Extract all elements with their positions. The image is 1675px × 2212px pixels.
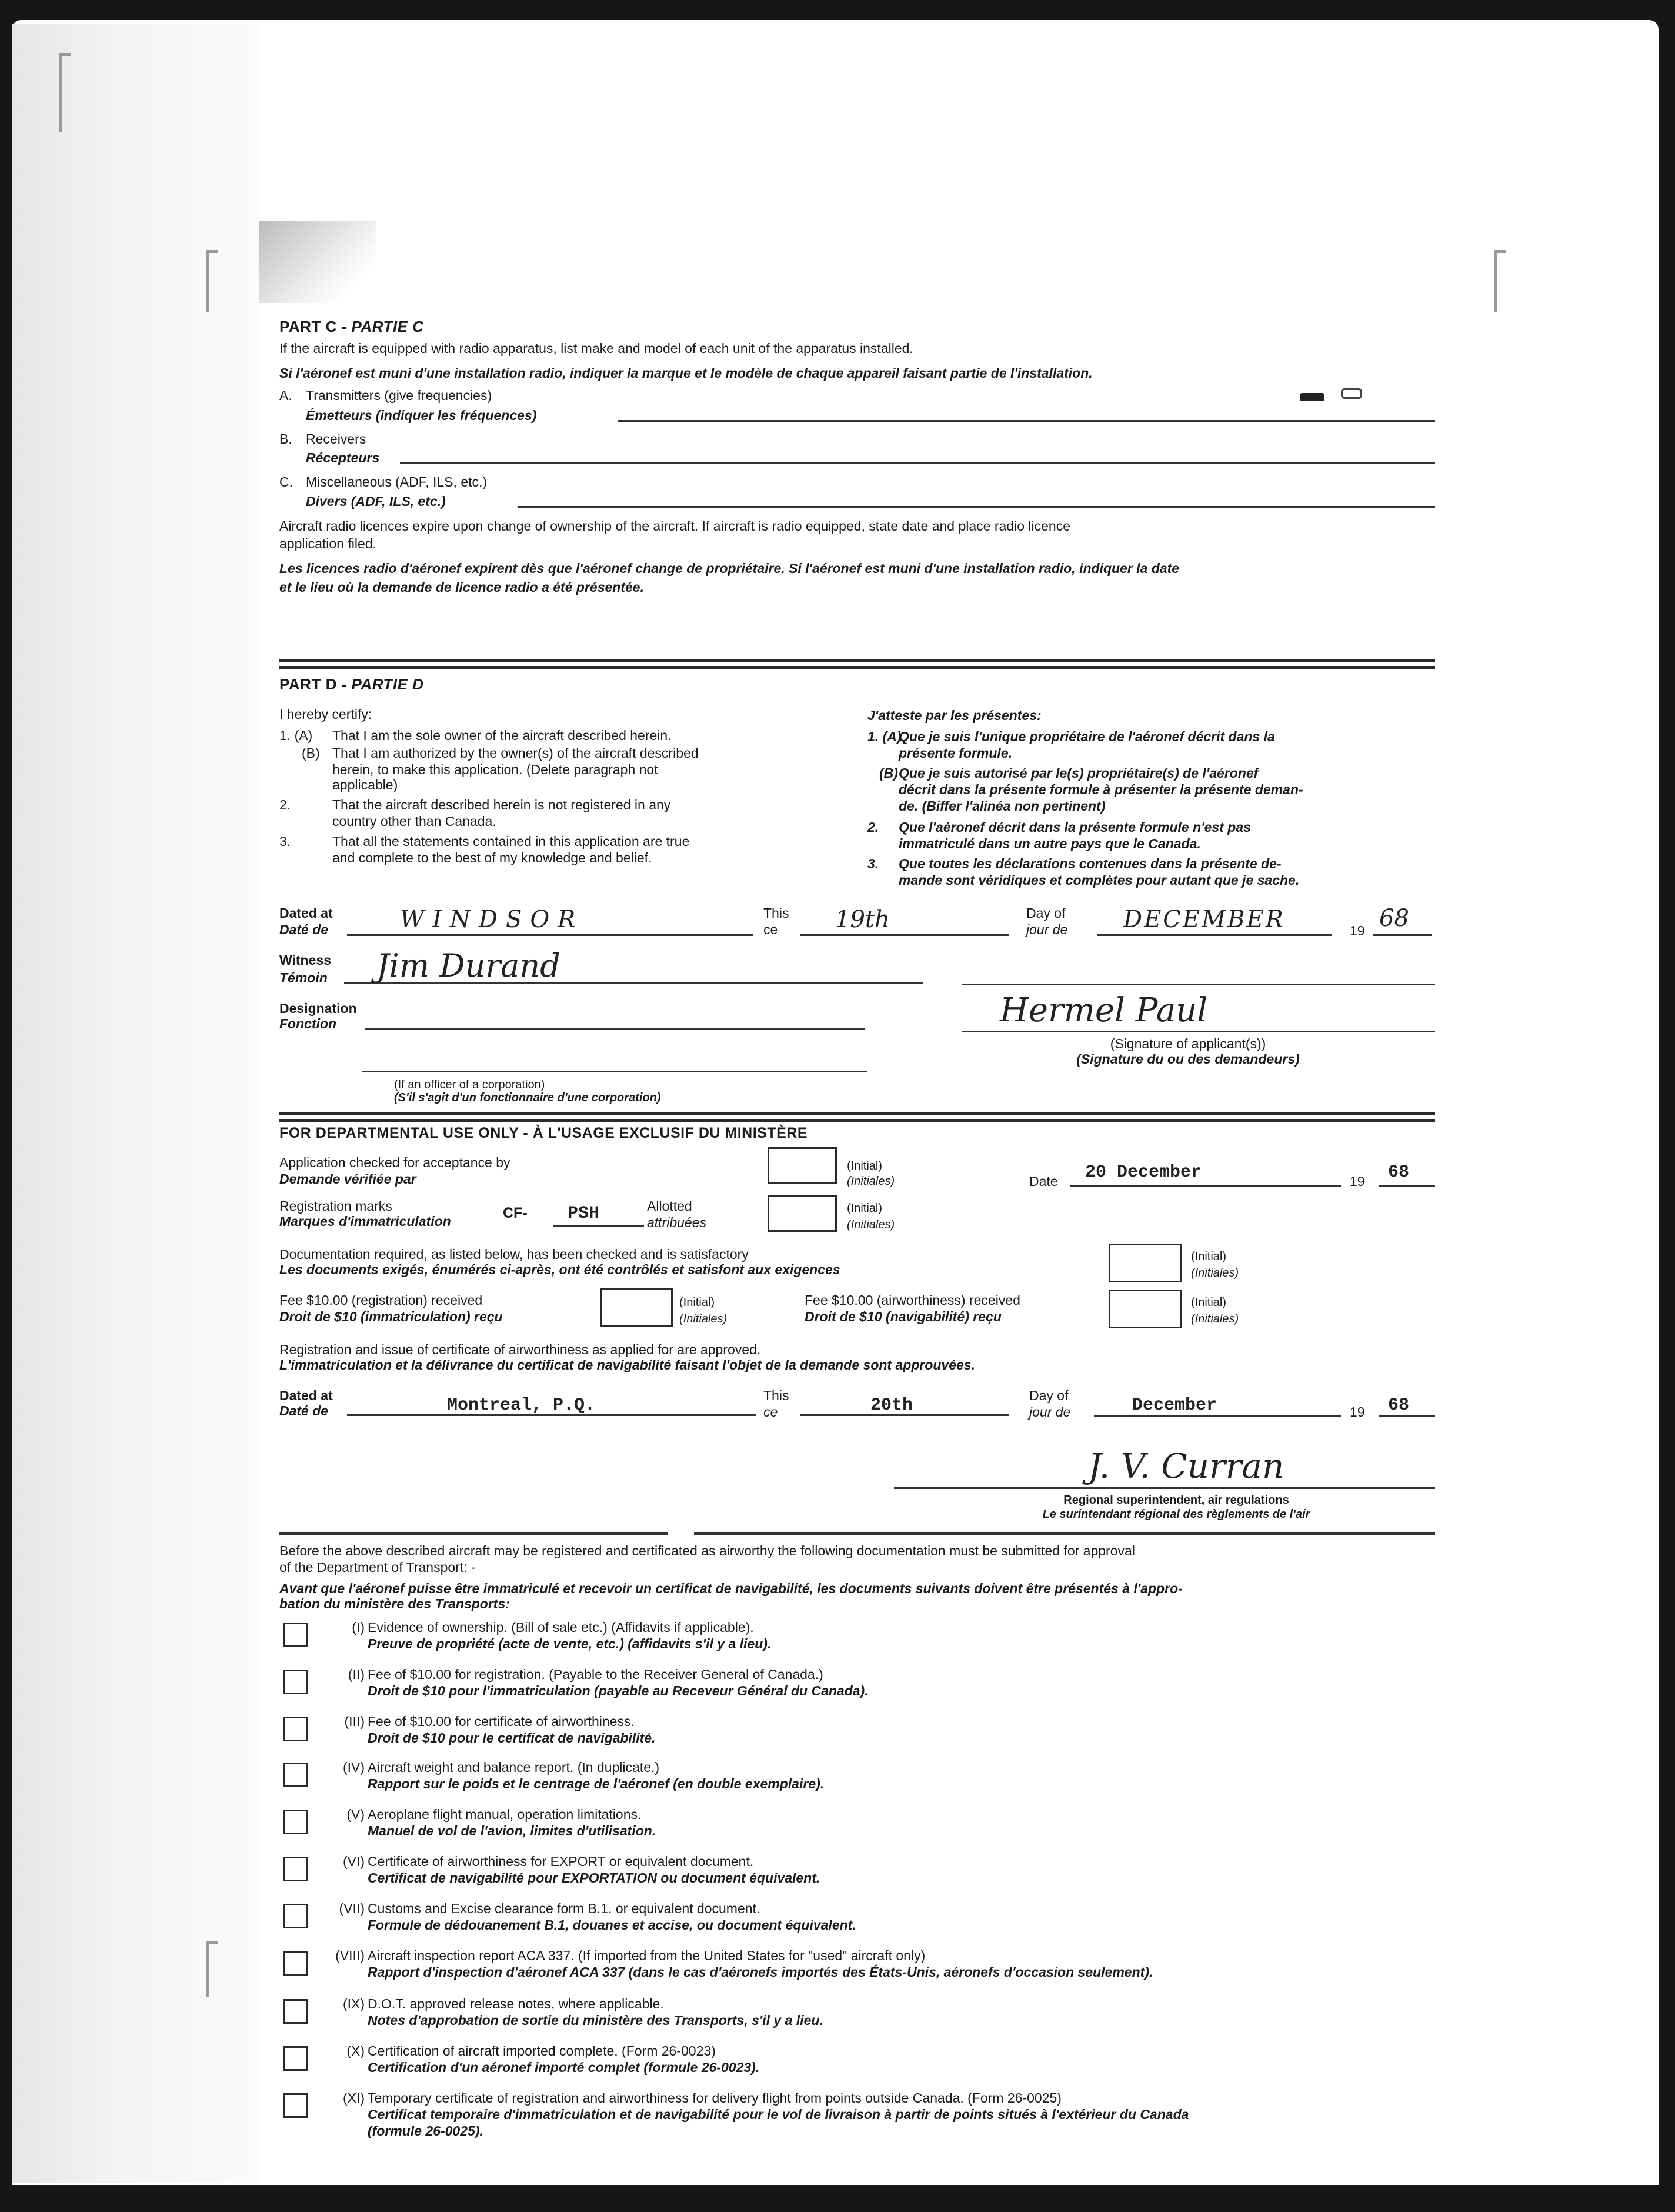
- doc-item-checkbox[interactable]: [283, 1904, 308, 1928]
- cert-item-num: (B): [302, 745, 320, 761]
- reg-prefix: CF-: [503, 1205, 528, 1221]
- cert-item-num: (B): [879, 765, 898, 781]
- doc-item-en: Fee of $10.00 for certificate of airworthiness.: [368, 1714, 635, 1729]
- superintendent-label-fr: Le surintendant régional des règlements de l'air: [1042, 1508, 1310, 1521]
- doc-item-checkbox[interactable]: [283, 1857, 308, 1881]
- part-c-intro-fr: Si l'aéronef est muni d'une installation radio, indiquer la marque et le modèle de chaque appareil faisant partie de l'installation.: [279, 365, 1093, 381]
- section-divider: [694, 1532, 1435, 1535]
- designation-label-en: Designation: [279, 1001, 357, 1016]
- doc-item-fr: Preuve de propriété (acte de vente, etc.) (affidavits s'il y a lieu).: [368, 1636, 772, 1651]
- cert-item-fr: Que toutes les déclarations contenues dans la présente de-: [899, 856, 1282, 871]
- transmitters-label-fr: Émetteurs (indiquer les fréquences): [306, 408, 537, 423]
- approved-en: Registration and issue of certificate of airworthiness as applied for are approved.: [279, 1342, 761, 1357]
- year-field[interactable]: [1379, 1185, 1435, 1187]
- day-of-label-fr: jour de: [1026, 922, 1068, 937]
- heading-fr: PARTIE D: [351, 675, 424, 693]
- doc-item-en: Evidence of ownership. (Bill of sale etc.) (Affidavits if applicable).: [368, 1620, 754, 1635]
- this-label-en: This: [763, 905, 789, 921]
- witness-label-en: Witness: [279, 952, 331, 968]
- day-value: 20th: [870, 1395, 913, 1415]
- doc-item-number: (II): [348, 1667, 365, 1682]
- heading-fr: PARTIE C: [351, 318, 424, 335]
- initial-label-en: (Initial): [679, 1296, 715, 1309]
- doc-required-initial-box[interactable]: [1109, 1244, 1182, 1282]
- officer-note-en: (If an officer of a corporation): [394, 1078, 545, 1091]
- cert-item-fr: mande sont véridiques et complètes pour autant que je sache.: [899, 872, 1300, 888]
- reg-marks-value: PSH: [568, 1204, 600, 1224]
- cert-item-fr: présente formule.: [899, 745, 1012, 761]
- cert-item-en: herein, to make this application. (Delete paragraph not: [332, 762, 658, 777]
- doc-item-number: (XI): [342, 2090, 365, 2106]
- fee-reg-initial-box[interactable]: [600, 1288, 673, 1327]
- reg-marks-field[interactable]: [553, 1225, 644, 1227]
- cert-item-fr: immatriculé dans un autre pays que le Canada.: [899, 836, 1201, 851]
- heading-en: PART C: [279, 318, 337, 335]
- designation-label-fr: Fonction: [279, 1016, 337, 1031]
- allotted-label-fr: attribuées: [647, 1215, 707, 1230]
- date-field[interactable]: [1070, 1185, 1341, 1187]
- witness-label-fr: Témoin: [279, 970, 328, 985]
- doc-item-fr: Rapport d'inspection d'aéronef ACA 337 (dans le cas d'aéronefs importés des États-Unis, aéronefs d'occasion seulement).: [368, 1964, 1153, 1980]
- dated-at-label-fr: Daté de: [279, 1403, 329, 1418]
- crop-mark: [206, 1941, 218, 1997]
- fee-air-initial-box[interactable]: [1109, 1290, 1182, 1328]
- superintendent-signature-field[interactable]: [894, 1487, 1435, 1489]
- initial-label-fr: (Initiales): [847, 1175, 895, 1188]
- crop-mark: [59, 53, 71, 132]
- cert-item-en: That all the statements contained in this application are true: [332, 834, 690, 849]
- doc-item-en: Certificate of airworthiness for EXPORT or equivalent document.: [368, 1854, 754, 1869]
- doc-item-checkbox[interactable]: [283, 1763, 308, 1787]
- day-of-label-en: Day of: [1026, 905, 1066, 921]
- doc-item-en: Customs and Excise clearance form B.1. or equivalent document.: [368, 1901, 760, 1916]
- month-value: DECEMBER: [1123, 906, 1285, 933]
- this-label-fr: ce: [763, 1404, 778, 1420]
- doc-item-en: Fee of $10.00 for registration. (Payable to the Receiver General of Canada.): [368, 1667, 823, 1682]
- doc-item-number: (I): [352, 1620, 365, 1635]
- film-border-left: [0, 0, 12, 2212]
- heading-en: PART D: [279, 675, 337, 693]
- initial-label-en: (Initial): [1191, 1250, 1227, 1263]
- checked-initial-box[interactable]: [768, 1147, 837, 1184]
- initial-label-en: (Initial): [847, 1202, 883, 1215]
- radio-note-fr-1: Les licences radio d'aéronef expirent dès que l'aéronef change de propriétaire. Si l'aéronef est muni d'une installation radio, indiquer la date: [279, 561, 1180, 576]
- month-field[interactable]: [1097, 934, 1332, 936]
- doc-item-en: Temporary certificate of registration and airworthiness for delivery flight from points outside Canada. (Form 26-0025): [368, 2090, 1062, 2106]
- heading-sep: -: [341, 318, 347, 335]
- dated-at-field[interactable]: [347, 934, 753, 936]
- cert-item-en: and complete to the best of my knowledge and belief.: [332, 850, 652, 865]
- year-prefix: 19: [1350, 1404, 1365, 1420]
- applicant-line-upper[interactable]: [962, 984, 1435, 985]
- receivers-label-en: Receivers: [306, 431, 366, 447]
- day-value: 19th: [835, 906, 890, 933]
- initial-label-en: (Initial): [847, 1160, 883, 1172]
- day-of-label-en: Day of: [1029, 1388, 1069, 1403]
- initial-label-fr: (Initiales): [1191, 1312, 1239, 1325]
- cert-item-fr: Que je suis autorisé par le(s) propriétaire(s) de l'aéronef: [899, 765, 1259, 781]
- certify-fr: J'atteste par les présentes:: [867, 708, 1042, 723]
- officer-note-fr: (S'il s'agit d'un fonctionnaire d'une corporation): [394, 1091, 661, 1104]
- section-divider: [279, 1112, 1435, 1122]
- dated-at-label-en: Dated at: [279, 1388, 333, 1403]
- cert-item-fr: Que je suis l'unique propriétaire de l'aéronef décrit dans la: [899, 729, 1275, 744]
- part-d-heading: [279, 675, 423, 694]
- cert-item-num: 3.: [279, 834, 291, 849]
- cert-item-num: 2.: [279, 797, 291, 812]
- allotted-initial-box[interactable]: [768, 1195, 837, 1232]
- radio-note-en-2: application filed.: [279, 536, 376, 551]
- officer-field[interactable]: [362, 1071, 867, 1072]
- doc-item-fr: Manuel de vol de l'avion, limites d'utilisation.: [368, 1823, 656, 1838]
- this-label-fr: ce: [763, 922, 778, 937]
- film-border-bottom: [0, 2186, 1675, 2212]
- doc-item-number: (III): [344, 1714, 365, 1729]
- transmitters-label-en: Transmitters (give frequencies): [306, 388, 492, 403]
- doc-item-fr: Formule de dédouanement B.1, douanes et accise, ou document équivalent.: [368, 1917, 856, 1933]
- part-c-intro-en: If the aircraft is equipped with radio apparatus, list make and model of each unit of the apparatus installed.: [279, 341, 913, 356]
- year-field[interactable]: [1373, 934, 1432, 936]
- doc-item-fr: Notes d'approbation de sortie du ministère des Transports, s'il y a lieu.: [368, 2013, 823, 2028]
- cert-item-en: That I am the sole owner of the aircraft described herein.: [332, 728, 672, 743]
- fee-air-en: Fee $10.00 (airworthiness) received: [805, 1292, 1020, 1308]
- witness-signature: Jim Durand: [376, 947, 560, 984]
- fee-air-fr: Droit de $10 (navigabilité) reçu: [805, 1309, 1002, 1324]
- superintendent-label-en: Regional superintendent, air regulations: [1063, 1494, 1289, 1507]
- doc-item-en: Aeroplane flight manual, operation limitations.: [368, 1807, 642, 1822]
- fee-reg-fr: Droit de $10 (immatriculation) reçu: [279, 1309, 503, 1324]
- initial-label-fr: (Initiales): [847, 1218, 895, 1231]
- doc-item-checkbox[interactable]: [283, 2046, 308, 2071]
- doc-item-number: (IV): [342, 1760, 365, 1775]
- doc-item-checkbox[interactable]: [283, 1999, 308, 2024]
- receivers-field[interactable]: [400, 462, 1435, 464]
- applicant-sig-label-fr: (Signature du ou des demandeurs): [1076, 1051, 1300, 1067]
- initial-label-fr: (Initiales): [1191, 1267, 1239, 1280]
- approved-fr: L'immatriculation et la délivrance du certificat de navigabilité faisant l'objet de la demande sont approuvées.: [279, 1357, 975, 1372]
- doc-item-checkbox[interactable]: [283, 1717, 308, 1741]
- doc-item-number: (IX): [342, 1996, 365, 2011]
- superintendent-signature: J. V. Curran: [1088, 1446, 1284, 1486]
- doc-item-checkbox[interactable]: [283, 2093, 308, 2118]
- doc-item-en: Aircraft inspection report ACA 337. (If imported from the United States for "used" aircraft only): [368, 1948, 926, 1963]
- doc-item-fr: (formule 26-0025).: [368, 2123, 483, 2138]
- doc-item-en: D.O.T. approved release notes, where applicable.: [368, 1996, 664, 2011]
- doc-item-checkbox[interactable]: [283, 1951, 308, 1976]
- reg-marks-label-en: Registration marks: [279, 1198, 392, 1214]
- ink-mark: [1341, 388, 1362, 399]
- doc-item-number: (X): [346, 2043, 365, 2058]
- radio-note-en-1: Aircraft radio licences expire upon change of ownership of the aircraft. If aircraft is radio equipped, state date and place radio licence: [279, 518, 1070, 534]
- doc-intro-en-2: of the Department of Transport: -: [279, 1560, 476, 1575]
- section-divider: [279, 1532, 668, 1535]
- doc-item-en: Certification of aircraft imported complete. (Form 26-0023): [368, 2043, 716, 2058]
- doc-intro-fr-1: Avant que l'aéronef puisse être immatriculé et recevoir un certificat de navigabilité, les documents suivants doivent être présentés à l'appro-: [279, 1581, 1183, 1596]
- departmental-heading: FOR DEPARTMENTAL USE ONLY - À L'USAGE EXCLUSIF DU MINISTÈRE: [279, 1125, 808, 1141]
- field-letter-c: C.: [279, 474, 293, 489]
- doc-item-checkbox[interactable]: [283, 1623, 308, 1647]
- receivers-label-fr: Récepteurs: [306, 450, 380, 465]
- dated-at-value: WINDSOR: [400, 906, 584, 933]
- doc-item-fr: Certificat de navigabilité pour EXPORTATION ou document équivalent.: [368, 1870, 820, 1885]
- misc-label-en: Miscellaneous (ADF, ILS, etc.): [306, 474, 488, 489]
- year-field[interactable]: [1379, 1415, 1435, 1417]
- date-value: 20 December: [1085, 1162, 1202, 1182]
- dated-at-label-en: Dated at: [279, 905, 333, 921]
- crop-mark: [1494, 250, 1506, 312]
- initial-label-fr: (Initiales): [679, 1312, 728, 1325]
- ink-mark: [1300, 393, 1324, 401]
- doc-required-en: Documentation required, as listed below, has been checked and is satisfactory: [279, 1247, 749, 1262]
- dated-at-value: Montreal, P.Q.: [447, 1395, 596, 1415]
- heading-sep: -: [341, 675, 347, 693]
- cert-item-en: That the aircraft described herein is not registered in any: [332, 797, 671, 812]
- reg-marks-label-fr: Marques d'immatriculation: [279, 1214, 451, 1229]
- doc-item-number: (VI): [342, 1854, 365, 1869]
- film-border-right: [1659, 0, 1675, 2212]
- checked-label-fr: Demande vérifiée par: [279, 1171, 416, 1187]
- film-border-top: [0, 0, 1675, 21]
- doc-item-checkbox[interactable]: [283, 1810, 308, 1834]
- crop-mark: [206, 250, 218, 312]
- cert-item-fr: de. (Biffer l'alinéa non pertinent): [899, 798, 1106, 814]
- field-letter-a: A.: [279, 388, 292, 403]
- doc-item-fr: Droit de $10 pour le certificat de navigabilité.: [368, 1730, 656, 1745]
- dated-at-label-fr: Daté de: [279, 922, 329, 937]
- year-prefix: 19: [1350, 923, 1365, 938]
- day-of-label-fr: jour de: [1029, 1404, 1071, 1420]
- doc-intro-fr-2: bation du ministère des Transports:: [279, 1596, 510, 1611]
- fee-reg-en: Fee $10.00 (registration) received: [279, 1292, 483, 1308]
- doc-item-fr: Droit de $10 pour l'immatriculation (payable au Receveur Général du Canada).: [368, 1683, 869, 1698]
- radio-note-fr-2: et le lieu où la demande de licence radio a été présentée.: [279, 579, 644, 595]
- transmitters-field[interactable]: [618, 420, 1435, 422]
- month-field[interactable]: [1094, 1415, 1341, 1417]
- cert-item-en: applicable): [332, 777, 398, 792]
- year-prefix: 19: [1350, 1174, 1365, 1189]
- applicant-signature: Hermel Paul: [1000, 991, 1208, 1030]
- doc-item-number: (VII): [339, 1901, 365, 1916]
- year-value: 68: [1388, 1395, 1410, 1415]
- checked-label-en: Application checked for acceptance by: [279, 1155, 510, 1170]
- initial-label-en: (Initial): [1191, 1296, 1227, 1309]
- cert-item-num: 1. (A): [867, 729, 902, 744]
- doc-item-fr: Rapport sur le poids et le centrage de l'aéronef (en double exemplaire).: [368, 1776, 825, 1791]
- part-c-heading: [279, 318, 423, 336]
- year-value: 68: [1379, 905, 1409, 932]
- cert-item-fr: décrit dans la présente formule à présenter la présente deman-: [899, 782, 1303, 797]
- doc-item-fr: Certification d'un aéronef importé complet (formule 26-0023).: [368, 2060, 760, 2075]
- doc-required-fr: Les documents exigés, énumérés ci-après, ont été contrôlés et satisfont aux exigences: [279, 1262, 840, 1277]
- scan-shadow: [12, 24, 259, 2183]
- misc-label-fr: Divers (ADF, ILS, etc.): [306, 494, 446, 509]
- day-field[interactable]: [800, 934, 1009, 936]
- field-letter-b: B.: [279, 431, 292, 447]
- applicant-signature-field[interactable]: [962, 1031, 1435, 1032]
- date-label: Date: [1029, 1174, 1058, 1189]
- doc-intro-en-1: Before the above described aircraft may be registered and certificated as airworthy the following documentation must be submitted for approval: [279, 1543, 1135, 1558]
- doc-item-en: Aircraft weight and balance report. (In duplicate.): [368, 1760, 660, 1775]
- cert-item-en: That I am authorized by the owner(s) of the aircraft described: [332, 745, 699, 761]
- this-label-en: This: [763, 1388, 789, 1403]
- year-value: 68: [1388, 1162, 1410, 1182]
- applicant-sig-label-en: (Signature of applicant(s)): [1110, 1036, 1266, 1051]
- month-value: December: [1132, 1395, 1217, 1415]
- cert-item-num: 3.: [867, 856, 879, 871]
- cert-item-num: 2.: [867, 819, 879, 835]
- doc-item-checkbox[interactable]: [283, 1670, 308, 1694]
- designation-field[interactable]: [365, 1028, 865, 1030]
- section-divider: [279, 659, 1435, 669]
- allotted-label-en: Allotted: [647, 1198, 692, 1214]
- misc-field[interactable]: [518, 506, 1435, 508]
- doc-item-number: (VIII): [335, 1948, 365, 1963]
- cert-item-fr: Que l'aéronef décrit dans la présente formule n'est pas: [899, 819, 1251, 835]
- certify-en: I hereby certify:: [279, 707, 372, 722]
- paper-fold: [259, 221, 376, 303]
- doc-item-number: (V): [346, 1807, 365, 1822]
- doc-item-fr: Certificat temporaire d'immatriculation et de navigabilité pour le vol de livraison à partir de points situés à l'extérieur du Canada: [368, 2107, 1189, 2122]
- cert-item-num: 1. (A): [279, 728, 313, 743]
- cert-item-en: country other than Canada.: [332, 814, 496, 829]
